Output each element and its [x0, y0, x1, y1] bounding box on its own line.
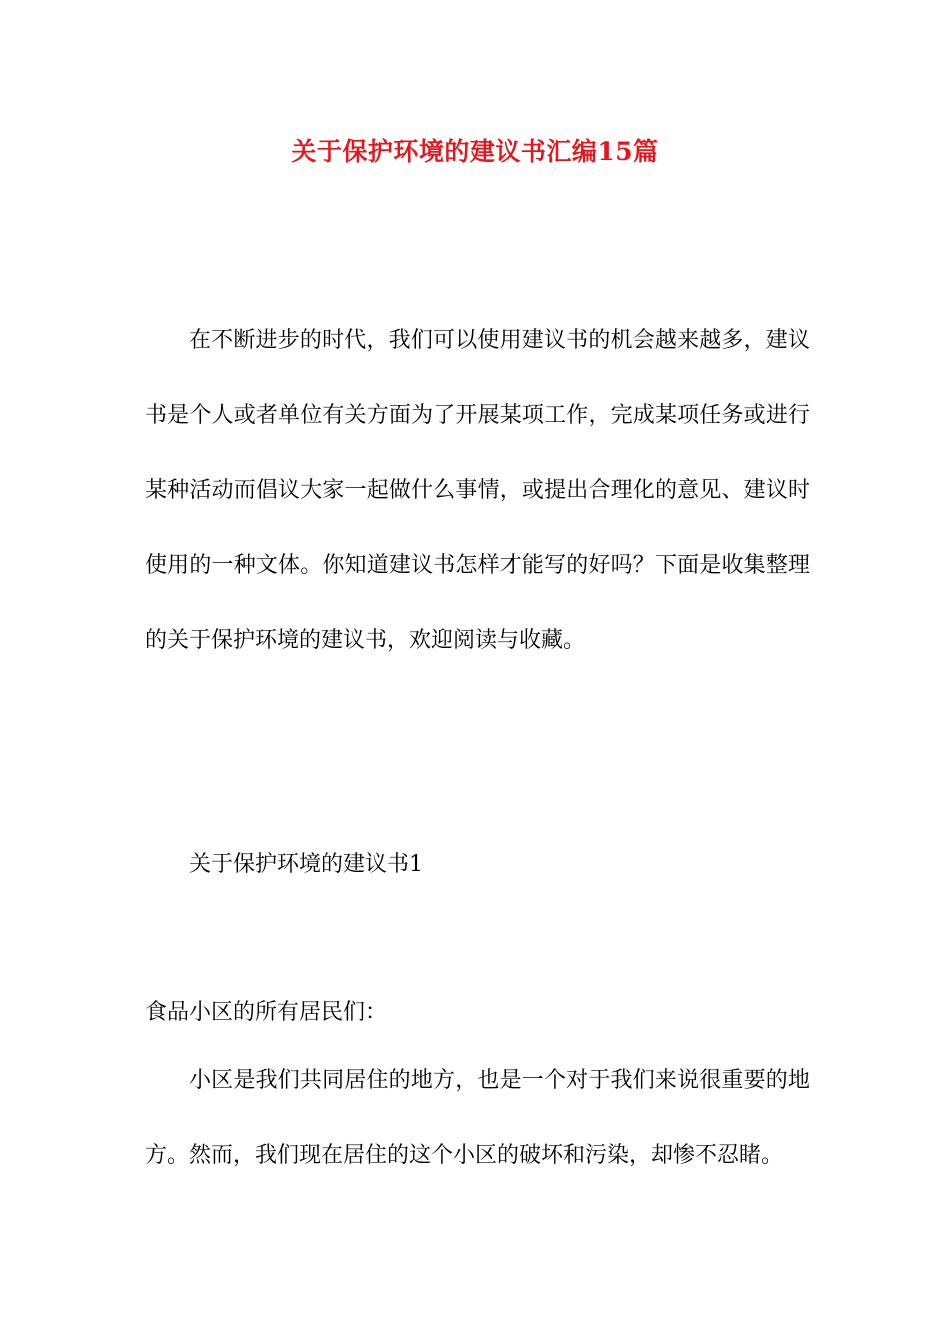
intro-paragraph: 在不断进步的时代，我们可以使用建议书的机会越来越多，建议书是个人或者单位有关方面为了开展某项工作，完成某项任务或进行某种活动而倡议大家一起做什么事情，或提出合理化的意见、建议时使用的一种文体。你知道建议书怎样才能写的好吗？下面是收集整理的关于保护环境的建议书，欢迎阅读与收藏。: [145, 328, 810, 653]
body-paragraph: 小区是我们共同居住的地方，也是一个对于我们来说很重要的地方。然而，我们现在居住的这个小区的破坏和污染，却惨不忍睹。: [145, 1068, 810, 1168]
salutation: 食品小区的所有居民们：: [145, 1000, 388, 1025]
document-title: 关于保护环境的建议书汇编15篇: [291, 137, 659, 166]
section-heading: 关于保护环境的建议书1: [189, 852, 423, 877]
